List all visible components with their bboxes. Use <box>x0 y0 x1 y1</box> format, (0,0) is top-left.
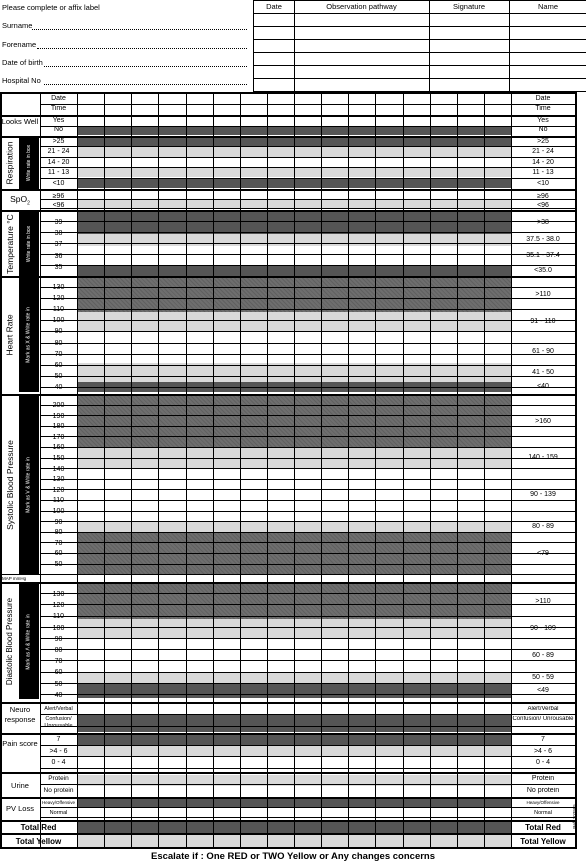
grid-hline <box>40 479 575 480</box>
temp-right-2: 35.1 - 37.4 <box>526 252 560 259</box>
grid-hline <box>40 542 575 543</box>
grid-hline <box>40 672 575 673</box>
temp-left-1: 38 <box>54 230 63 238</box>
looks-well-no-left: No <box>54 126 63 133</box>
spo2-right-0: ≥96 <box>537 193 549 200</box>
grid-hline <box>0 797 576 799</box>
sys-left-6: 140 <box>52 465 65 473</box>
resp-right-1: 21 - 24 <box>532 148 554 156</box>
sig-row-line <box>254 52 586 53</box>
sys-left-1: 190 <box>52 412 65 420</box>
grid-hline <box>40 593 575 594</box>
signature-table <box>253 0 586 92</box>
grid-hline <box>40 726 575 727</box>
grid-hline <box>40 756 575 757</box>
patient-label-title: Please complete or affix label <box>2 3 100 12</box>
sys-right-0: >160 <box>535 418 551 425</box>
grid-hline <box>40 436 575 437</box>
respiration-label: Respiration <box>4 141 15 185</box>
sys-left-15: 50 <box>54 561 63 568</box>
patient-header <box>0 0 586 92</box>
dia-left-6: 70 <box>54 658 63 666</box>
grid-hline <box>40 343 575 344</box>
grid-hline <box>40 511 575 512</box>
grid-hline <box>40 564 575 565</box>
dia-left-1: 120 <box>52 602 65 610</box>
heart-rate-label: Heart Rate <box>4 313 15 356</box>
total-red-right: Total Red <box>525 823 561 832</box>
grid-hline <box>40 649 575 650</box>
dia-left-7: 60 <box>54 669 63 677</box>
sys-left-0: 200 <box>52 402 65 409</box>
hr-left-1: 120 <box>52 295 65 303</box>
urine-protein-right: Protein <box>531 775 555 782</box>
dia-left-0: 130 <box>52 591 65 598</box>
grid-hline <box>40 298 575 299</box>
sys-left-4: 160 <box>52 444 65 452</box>
grid-hline <box>0 394 576 396</box>
grid-hline <box>40 387 575 388</box>
pv-heavy-left: Heavy/Offensive <box>42 800 75 805</box>
looks-well-label: Looks Well <box>1 117 39 126</box>
grid-hline <box>40 694 575 695</box>
sig-row-line <box>254 39 586 40</box>
spo2-left-1: <96 <box>52 202 65 209</box>
spo2-label: SpO$_2$ <box>10 194 30 207</box>
grid-hline <box>40 745 575 746</box>
grid-hline <box>40 458 575 459</box>
grid-hline <box>40 309 575 310</box>
time-label-right: Time <box>535 105 551 112</box>
hr-left-8: 50 <box>54 372 63 380</box>
grid-hline <box>40 532 575 533</box>
looks-well-yes-left: Yes <box>52 117 65 124</box>
looks-well-no-right: No <box>538 126 548 133</box>
grid-hline <box>0 574 576 575</box>
pv-loss-label: PV Loss <box>6 804 34 813</box>
grid-hline <box>40 714 575 715</box>
grid-hline <box>40 500 575 501</box>
grid-vline <box>575 92 577 849</box>
grid-hline <box>40 807 575 808</box>
sig-row-line <box>254 0 586 1</box>
grid-hline <box>40 376 575 377</box>
urine-noprotein-left: No protein <box>43 787 74 794</box>
surname-label: Surname <box>2 21 33 30</box>
neuro-confusion-right: Confusion/ Unrousable <box>512 716 574 722</box>
grid-hline <box>0 92 576 94</box>
resp-right-4: <10 <box>537 179 549 187</box>
dob-field[interactable] <box>44 66 247 67</box>
diastolic-sublabel: Mark as Λ & Write rate in <box>26 613 32 670</box>
dia-right-0: >110 <box>535 598 551 605</box>
grid-hline <box>40 157 575 158</box>
resp-left-1: 21 - 24 <box>47 148 70 156</box>
sys-right-3: 80 - 89 <box>532 523 554 530</box>
grid-hline <box>40 178 575 179</box>
sig-row-line <box>254 78 586 79</box>
hr-right-2: 61 - 90 <box>532 348 554 355</box>
sys-left-13: 70 <box>54 539 63 547</box>
grid-hline <box>40 768 575 769</box>
hr-right-1: 91 - 110 <box>530 318 556 325</box>
dob-label: Date of birth <box>2 58 43 67</box>
grid-hline <box>40 638 575 639</box>
spo2-left-0: ≥96 <box>52 193 65 200</box>
grid-hline <box>40 146 575 147</box>
grid-hline <box>40 221 575 222</box>
sys-left-7: 130 <box>52 476 65 484</box>
grid-hline <box>40 104 575 105</box>
dia-left-8: 50 <box>54 680 63 688</box>
time-label-left: Time <box>50 105 67 112</box>
total-red-left: Total Red <box>20 823 57 832</box>
sys-left-3: 170 <box>52 433 65 441</box>
hr-left-4: 90 <box>54 328 63 336</box>
sys-left-14: 60 <box>54 550 63 558</box>
pain-label: Pain score <box>2 739 38 748</box>
dia-right-2: 60 - 89 <box>532 652 554 659</box>
grid-hline <box>0 733 576 735</box>
grid-hline <box>0 582 576 584</box>
grid-hline <box>40 521 575 522</box>
grid-hline <box>40 604 575 605</box>
observation-chart <box>0 92 586 849</box>
diastolic-label: Diastolic Blood Pressure <box>5 597 14 686</box>
hospital-no-label: Hospital No <box>2 76 41 85</box>
dia-right-3: 50 - 59 <box>532 674 554 681</box>
sig-row-line <box>254 65 586 66</box>
looks-well-yes-right: Yes <box>537 117 549 124</box>
sig-header-pathway: Observation pathway <box>326 2 397 11</box>
grid-hline <box>40 365 575 366</box>
dia-right-4: <49 <box>537 687 549 694</box>
form-reference: Ref: 103985 <box>571 804 577 829</box>
grid-hline <box>0 833 576 835</box>
hr-left-5: 80 <box>54 339 63 347</box>
sig-header-name: Name <box>537 2 558 11</box>
grid-hline <box>40 627 575 628</box>
resp-right-2: 14 - 20 <box>532 158 554 166</box>
grid-hline <box>40 817 575 818</box>
grid-hline <box>40 447 575 448</box>
pain-left-1: >4 - 6 <box>49 747 68 755</box>
sys-left-11: 90 <box>54 518 63 526</box>
hr-left-2: 110 <box>52 306 65 314</box>
urine-protein-left: Protein <box>48 775 69 782</box>
sig-col-line <box>509 0 510 92</box>
grid-hline <box>40 254 575 255</box>
systolic-sublabel: Mark as V & Write rate in <box>26 457 33 513</box>
grid-hline <box>40 660 575 661</box>
pain-left-2: 0 - 4 <box>51 759 66 766</box>
temperature-label: Temperature °C <box>4 214 15 274</box>
hr-right-0: >110 <box>535 291 551 298</box>
resp-right-3: 11 - 13 <box>532 169 554 177</box>
total-yellow-right: Total Yellow <box>520 837 566 846</box>
urine-label: Urine <box>11 781 29 790</box>
heart-rate-sublabel: Mark as X & Write rate in <box>26 306 33 363</box>
grid-hline <box>40 415 575 416</box>
sys-left-12: 80 <box>54 529 63 537</box>
grid-hline <box>40 489 575 490</box>
grid-hline <box>40 243 575 244</box>
temp-right-3: <35.0 <box>534 267 552 274</box>
grid-hline <box>0 115 576 117</box>
escalation-footer: Escalate if : One RED or TWO Yellow or Any changes concerns <box>150 851 436 862</box>
sys-left-10: 100 <box>52 508 65 515</box>
sys-left-8: 120 <box>52 486 65 494</box>
date-label-left: Date <box>51 95 66 102</box>
sig-row-line <box>254 26 586 27</box>
temp-right-1: 37.5 - 38.0 <box>526 236 560 243</box>
grid-hline <box>40 354 575 355</box>
grid-hline <box>0 189 576 191</box>
grid-hline <box>40 320 575 321</box>
hr-left-0: 130 <box>52 284 65 291</box>
grid-hline <box>40 426 575 427</box>
grid-hline <box>40 287 575 288</box>
forename-field[interactable] <box>37 48 247 49</box>
hr-right-3: 41 - 50 <box>532 369 554 376</box>
hr-right-4: <40 <box>537 383 549 390</box>
temp-left-4: 35 <box>54 263 63 271</box>
pv-normal-right: Normal <box>534 810 552 816</box>
grid-hline <box>40 784 575 785</box>
sig-header-date: Date <box>266 2 282 11</box>
resp-left-2: 14 - 20 <box>47 158 70 166</box>
dia-left-4: 90 <box>54 635 63 643</box>
dia-right-1: 90 - 109 <box>530 625 556 632</box>
resp-left-0: >25 <box>52 138 65 145</box>
neuro-label: Neuro response <box>4 705 36 724</box>
map-label: MAP mmHg <box>2 576 27 581</box>
grid-hline <box>40 126 575 127</box>
dia-left-2: 110 <box>52 613 65 621</box>
pain-right-0: 7 <box>541 736 545 743</box>
grid-hline <box>40 683 575 684</box>
grid-hline <box>40 331 575 332</box>
grid-hline <box>40 553 575 554</box>
temp-left-2: 37 <box>54 241 63 249</box>
hr-left-3: 100 <box>52 317 65 325</box>
grid-hline <box>0 210 576 212</box>
hospital-no-field[interactable] <box>44 84 247 85</box>
temperature-sublabel: Write rate in box <box>26 225 32 263</box>
dia-left-5: 80 <box>54 647 63 654</box>
sig-header-signature: Signature <box>452 2 486 11</box>
urine-noprotein-right: No protein <box>526 787 560 794</box>
hr-left-6: 70 <box>54 350 63 358</box>
grid-hline <box>40 208 575 209</box>
dia-left-3: 100 <box>52 624 65 632</box>
sig-row-line <box>254 13 586 14</box>
temp-left-3: 36 <box>54 252 63 260</box>
temp-right-0: >38 <box>537 219 549 226</box>
resp-right-0: >25 <box>537 138 549 145</box>
forename-label: Forename <box>2 40 37 49</box>
sig-col-line <box>429 0 430 92</box>
total-yellow-left: Total Yellow <box>15 837 62 846</box>
date-label-right: Date <box>535 95 551 102</box>
pv-heavy-right: Heavy/Offensive <box>526 800 560 805</box>
grid-hline <box>0 276 576 278</box>
temp-left-0: 39 <box>54 219 63 226</box>
grid-hline <box>40 199 575 200</box>
surname-field[interactable] <box>32 29 247 30</box>
grid-hline <box>0 772 576 774</box>
sys-left-9: 110 <box>52 497 65 505</box>
sys-left-2: 180 <box>52 423 65 431</box>
grid-hline <box>40 616 575 617</box>
systolic-label: Systolic Blood Pressure <box>4 440 15 530</box>
resp-left-3: 11 - 13 <box>47 169 70 177</box>
grid-hline <box>40 468 575 469</box>
pain-right-2: 0 - 4 <box>535 759 550 766</box>
respiration-sublabel: Write rate in box <box>26 144 32 182</box>
pain-right-1: >4 - 6 <box>533 747 553 755</box>
resp-left-4: <10 <box>52 179 65 187</box>
sys-left-5: 150 <box>52 455 65 462</box>
grid-hline <box>0 136 576 138</box>
neuro-alert-right: Alert/Verbal <box>527 706 559 712</box>
neuro-alert-left: Alert/Verbal <box>44 706 73 712</box>
grid-hline <box>40 167 575 168</box>
grid-hline <box>0 702 576 704</box>
hr-left-9: 40 <box>54 383 63 391</box>
hr-left-7: 60 <box>54 361 63 369</box>
grid-hline <box>0 820 576 822</box>
pain-left-0: 7 <box>56 736 61 743</box>
pv-normal-left: Normal <box>49 810 68 816</box>
sys-right-4: <79 <box>537 550 549 557</box>
sig-col-line <box>294 0 295 92</box>
sys-right-2: 90 - 139 <box>530 491 556 498</box>
grid-hline <box>40 232 575 233</box>
dia-left-9: 40 <box>54 691 63 699</box>
grid-hline <box>40 265 575 266</box>
grid-hline <box>40 405 575 406</box>
sys-right-1: 140 - 159 <box>528 454 558 461</box>
neuro-confusion-left: Confusion/ Unrousable <box>44 716 73 729</box>
spo2-right-1: <96 <box>537 202 549 209</box>
